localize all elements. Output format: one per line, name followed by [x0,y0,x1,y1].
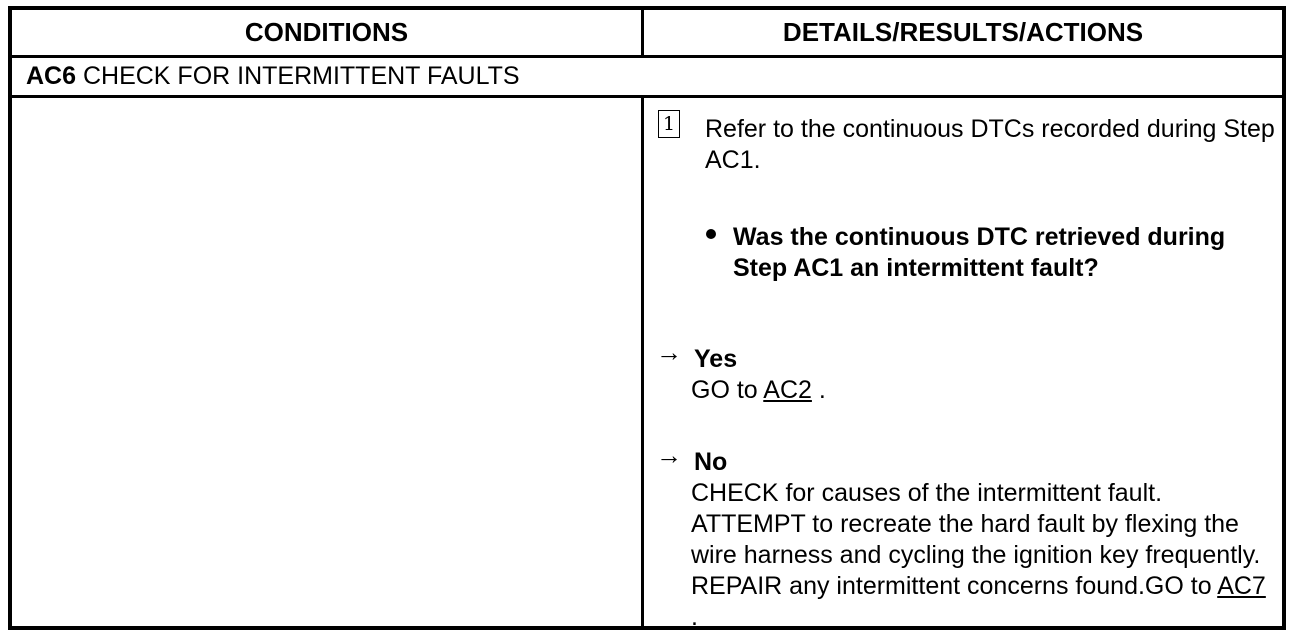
instruction-text: Refer to the continuous DTCs recorded during Step AC1. [705,115,1275,174]
step-id: AC6 [26,62,77,90]
step-title-row [12,58,1282,98]
yes-arrow-icon: → [656,337,682,367]
no-arrow-icon: → [656,440,682,470]
bullet-icon [706,229,716,239]
no-action-text: CHECK for causes of the intermittent fault. ATTEMPT to recreate the hard fault by flexing the wire harness and cycling the ignition key frequently. REPAIR any intermittent concerns found.GO to [691,479,1261,600]
step-title: CHECK FOR INTERMITTENT FAULTS [82,62,520,90]
ac7-link[interactable]: AC7 [1217,572,1266,600]
no-action-end: . [691,603,698,631]
conditions-header: CONDITIONS [12,10,644,55]
yes-action [691,375,1291,406]
diagnostic-table [8,6,1286,630]
no-action [691,478,1271,633]
yes-label: Yes [694,345,738,373]
details-header: DETAILS/RESULTS/ACTIONS [782,17,1144,47]
details-cell [644,98,1282,631]
yes-action-text: GO to [691,376,758,404]
conditions-cell [12,98,644,626]
question-text: Was the continuous DTC retrieved during Step AC1 an intermittent fault? [733,223,1226,282]
step-number-box: 1 [658,110,680,138]
table-header [12,10,1282,58]
ac2-link[interactable]: AC2 [763,376,812,404]
yes-action-end: . [811,376,826,404]
no-label: No [694,448,728,476]
